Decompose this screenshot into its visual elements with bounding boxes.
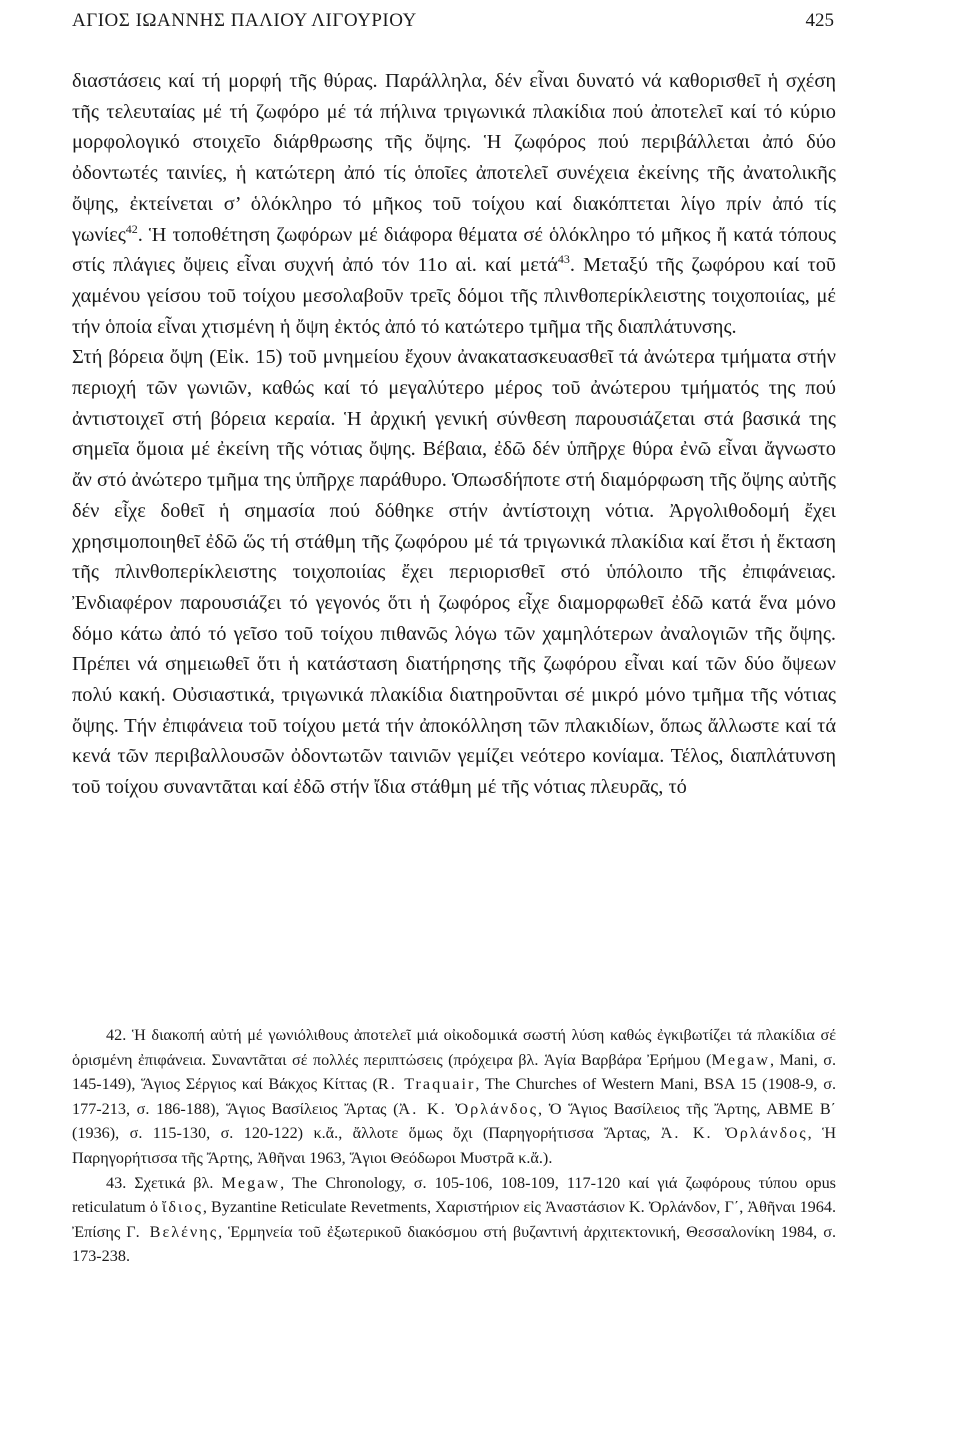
paragraph-1	[72, 66, 836, 342]
footnote-43-text-b: , The Chronology, σ. 105-106, 108-109, 117-120 καί γιά ζωφόρους τύπου opus reticulatum ὁ	[72, 1173, 836, 1217]
footnote-42-text-a: 42. Ἡ διακοπή αὐτή μέ γωνιόλιθους ἀποτελεῖ μιά οἰκοδομικά σωστή λύση καθώς ἐγκιβωτίζει τά πλακίδια σέ ὁρισμένη ἐπιφάνεια. Συναντᾶται σέ πολλές περιπτώσεις (πρόχειρα βλ. Ἁγία Βαρβάρα Ἐρήμου (	[72, 1026, 836, 1069]
running-title: ΑΓΙΟΣ ΙΩΑΝΝΗΣ ΠΑΛΙΟΥ ΛΙΓΟΥΡΙΟΥ	[72, 10, 417, 31]
footnote-ref-43: 43	[557, 252, 570, 267]
footnote-42-text-e: , Ἡ Παρηγορήτισσα τῆς Ἄρτης, Ἀθῆναι 1963, Ἅγιοι Θεόδωροι Μυστρᾶ κ.ἄ.).	[72, 1124, 836, 1167]
main-text	[72, 66, 836, 803]
footnote-43-text-a: 43. Σχετικά βλ.	[106, 1173, 222, 1192]
footnote-43-author-velenis: Γ. Βελένης	[126, 1222, 219, 1241]
footnote-42-text-b: , Mani, σ. 145-149), Ἅγιος Σέργιος καί Βάκχος Κίττας (	[72, 1050, 836, 1094]
footnotes	[72, 1023, 836, 1269]
footnote-42-author-traquair: R. Traquair	[377, 1075, 476, 1094]
footnote-43-text-d: , Ἑρμηνεία τοῦ ἐξωτερικοῦ διακόσμου στή βυζαντινή ἀρχιτεκτονική, Θεσσαλονίκη 1984, σ. 173-238.	[72, 1222, 836, 1266]
footnote-42-author-megaw: Megaw	[711, 1050, 770, 1069]
footnote-43-text-c: , Byzantine Reticulate Revetments, Χαριστήριον εἰς Ἀναστάσιον Κ. Ὀρλάνδον, Γ΄, Ἀθῆναι 1964. Ἐπίσης	[72, 1198, 836, 1241]
paragraph-1-part-b: . Ἡ τοποθέτηση ζωφόρων μέ διάφορα θέματα σέ ὁλόκληρο τό μῆκος ἤ κατά τόπους στίς πλάγιες ὄψεις εἶναι συχνή ἀπό τόν 11ο αἱ. καί μετά	[72, 223, 836, 277]
footnote-43-author-idios: ἴδιος	[162, 1198, 203, 1217]
footnote-ref-42: 42	[125, 221, 138, 236]
footnote-42-text-c: , The Churches of Western Mani, BSA 15 (1908-9, σ. 177-213, σ. 186-188), Ἅγιος Βασίλειος Ἄρτας (	[72, 1075, 836, 1118]
footnote-42-author-orlandos-1: Ἀ. Κ. Ὀρλάνδος	[398, 1099, 539, 1118]
page-number: 425	[805, 10, 834, 31]
footnote-42	[72, 1023, 836, 1171]
paragraph-1-part-c: . Μεταξύ τῆς ζωφόρου καί τοῦ χαμένου γείσου τοῦ τοίχου μεσολαβοῦν τρεῖς δόμοι τῆς πλινθοπερίκλειστης τοιχοποιίας, μέ τήν ὁποία εἶναι χτισμένη ἡ ὄψη ἐκτός ἀπό τό κατώτερο τμῆμα τῆς διαπλάτυνσης.	[72, 254, 836, 338]
footnote-42-author-orlandos-2: Ἀ. Κ. Ὀρλάνδος	[660, 1124, 808, 1143]
paragraph-2: Στή βόρεια ὄψη (Εἰκ. 15) τοῦ μνημείου ἔχουν ἀνακατασκευασθεῖ τά ἀνώτερα τμήματα στήν περιοχή τῶν γωνιῶν, καθώς καί τό μεγαλύτερο μέρος τοῦ ἀνώτερου τμήματός της πού ἀντιστοιχεῖ στή βόρεια κεραία. Ἡ ἀρχική γενική σύνθεση παρουσιάζεται στά βασικά της σημεῖα ὅμοια μέ ἐκείνη τῆς νότιας ὄψης. Βέβαια, ἐδῶ δέν ὑπῆρχε θύρα ἐνῶ εἶναι ἄγνωστο ἄν στό ἀνώτερο τμῆμα της ὑπῆρχε παράθυρο. Ὁπωσδήποτε στή διαμόρφωση τῆς ὄψης αὐτῆς δέν εἶχε δοθεῖ ἡ σημασία πού δόθηκε στήν ἀντίστοιχη νότια. Ἀργολιθοδομή ἔχει χρησιμοποιηθεῖ ἐδῶ ὥς τή στάθμη τῆς ζωφόρου μέ τά τριγωνικά πλακίδια καί ἔτσι ἡ ἔκταση τῆς πλινθοπερίκλειστης τοιχοποιίας ἔχει περιορισθεῖ στό ὑπόλοιπο τῆς ἐπιφάνειας. Ἐνδιαφέρον παρουσιάζει τό γεγονός ὅτι ἡ ζωφόρος εἶχε διαμορφωθεῖ ἐδῶ κατά ἕνα μόνο δόμο κάτω ἀπό τό γεῖσο τοῦ τοίχου πιθανῶς λόγω τῶν χαμηλότερων ἀναλογιῶν τῆς ὄψης. Πρέπει νά σημειωθεῖ ὅτι ἡ κατάσταση διατήρησης τῆς ζωφόρου εἶναι καί τῶν δύο ὄψεων πολύ κακή. Οὐσιαστικά, τριγωνικά πλακίδια διατηροῦνται σέ μικρό μόνο τμῆμα τῆς νότιας ὄψης. Τήν ἐπιφάνεια τοῦ τοίχου μετά τήν ἀποκόλληση τῶν πλακιδίων, ὅπως ἄλλωστε καί τά κενά τῶν περιβαλλουσῶν ὀδοντωτῶν ταινιῶν γεμίζει νεότερο κονίαμα. Τέλος, διαπλάτυνση τοῦ τοίχου συναντᾶται καί ἐδῶ στήν ἴδια στάθμη μέ τῆς νότιας πλευρᾶς, τό	[72, 346, 836, 799]
footnote-43	[72, 1171, 836, 1269]
footnote-43-author-megaw: Megaw	[221, 1173, 281, 1192]
paragraph-1-part-a: διαστάσεις καί τή μορφή τῆς θύρας. Παράλληλα, δέν εἶναι δυνατό νά καθορισθεῖ ἡ σχέση τῆς τελευταίας μέ τή ζωφόρο μέ τά πήλινα τριγωνικά πλακίδια πού ἀποτελεῖ καί τό κύριο μορφολογικό στοιχεῖο διάρθρωσης τῆς ὄψης. Ἡ ζωφόρος πού περιβάλλεται ἀπό δύο ὀδοντωτές ταινίες, ἡ κατώτερη ἀπό τίς ὁποῖες ἀποτελεῖ συνέχεια ἐκείνης τῆς ἀνατολικῆς ὄψης, ἐκτείνεται σ’ ὁλόκληρο τό μῆκος τοῦ τοίχου καί διακόπτεται λίγο πρίν ἀπό τίς γωνίες	[72, 70, 836, 246]
footnote-42-text-d: , Ὁ Ἅγιος Βασίλειος τῆς Ἄρτης, ΑΒΜΕ Β΄ (1936), σ. 115-130, σ. 120-122) κ.ἄ., ἄλλοτε ὅμως ὄχι (Παρηγορήτισσα Ἄρτας,	[72, 1099, 837, 1143]
